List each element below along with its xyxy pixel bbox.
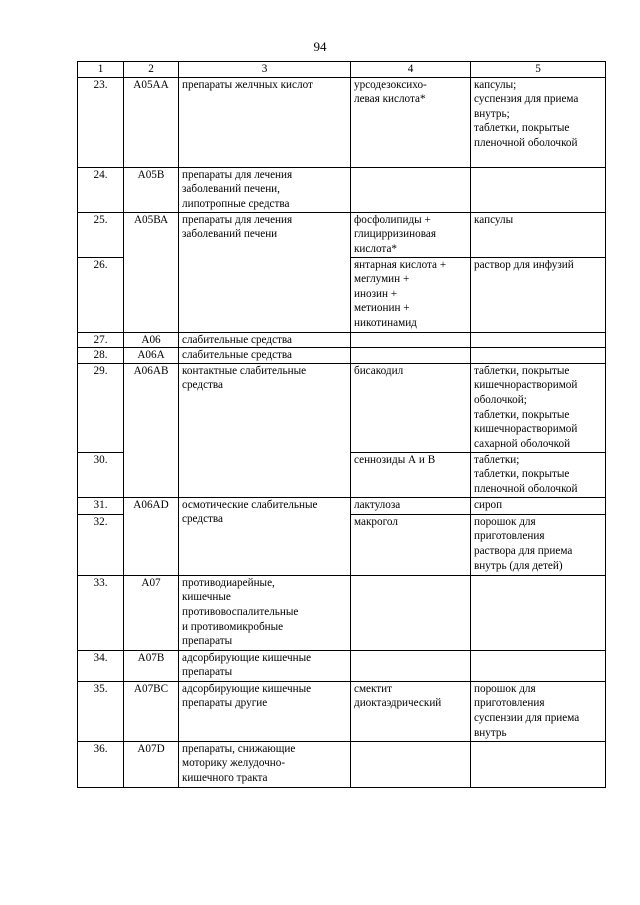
- row-number: 24.: [78, 167, 124, 212]
- atc-code: А07В: [124, 650, 179, 681]
- header-cell-3: 3: [179, 62, 351, 78]
- drug-name: лактулоза: [351, 497, 471, 514]
- drug-name: янтарная кислота + меглумин + инозин + метионин + никотинамид: [351, 257, 471, 332]
- group-name: адсорбирующие кишечные препараты другие: [179, 681, 351, 741]
- group-name: слабительные средства: [179, 348, 351, 364]
- group-name: препараты желчных кислот: [179, 77, 351, 167]
- row-number: 34.: [78, 650, 124, 681]
- dosage-form: таблетки; таблетки, покрытые пленочной оболочкой: [471, 452, 606, 497]
- row-number: 25.: [78, 212, 124, 257]
- drug-name: [351, 650, 471, 681]
- table-row: [78, 497, 606, 514]
- dosage-form: [471, 348, 606, 364]
- row-number: 23.: [78, 77, 124, 167]
- atc-code: А07ВС: [124, 681, 179, 741]
- header-cell-2: 2: [124, 62, 179, 78]
- atc-code: А07D: [124, 741, 179, 787]
- atc-code: А05ВА: [124, 212, 179, 332]
- dosage-form: [471, 650, 606, 681]
- row-number: 35.: [78, 681, 124, 741]
- group-name: осмотические слабительные средства: [179, 497, 351, 575]
- drug-name: макрогол: [351, 514, 471, 575]
- drug-name: фосфолипиды + глицирризиновая кислота*: [351, 212, 471, 257]
- atc-code: А06А: [124, 348, 179, 364]
- drug-name: [351, 167, 471, 212]
- drug-name: сеннозиды А и В: [351, 452, 471, 497]
- drug-name: [351, 348, 471, 364]
- group-name: препараты для лечения заболеваний печени: [179, 212, 351, 332]
- drug-name: [351, 741, 471, 787]
- group-name: слабительные средства: [179, 332, 351, 348]
- dosage-form: капсулы: [471, 212, 606, 257]
- table-row: [78, 575, 606, 650]
- table-row: [78, 167, 606, 212]
- atc-code: А05АА: [124, 77, 179, 167]
- header-cell-1: 1: [78, 62, 124, 78]
- page-number: 94: [313, 39, 327, 54]
- drug-table: [77, 61, 606, 788]
- drug-name: смектит диоктаэдрический: [351, 681, 471, 741]
- table-row: [78, 650, 606, 681]
- header-cell-4: 4: [351, 62, 471, 78]
- table-row: [78, 77, 606, 167]
- table-row: [78, 741, 606, 787]
- group-name: противодиарейные, кишечные противовоспалительные и противомикробные препараты: [179, 575, 351, 650]
- row-number: 27.: [78, 332, 124, 348]
- drug-name: урсодезоксихо- левая кислота*: [351, 77, 471, 167]
- atc-code: А06АD: [124, 497, 179, 575]
- dosage-form: таблетки, покрытые кишечнорастворимой оболочкой; таблетки, покрытые кишечнорастворимой сахарной оболочкой: [471, 363, 606, 452]
- row-number: 36.: [78, 741, 124, 787]
- dosage-form: сироп: [471, 497, 606, 514]
- header-row: [78, 62, 606, 78]
- row-number: 32.: [78, 514, 124, 575]
- group-name: препараты, снижающие моторику желудочно- кишечного тракта: [179, 741, 351, 787]
- row-number: 31.: [78, 497, 124, 514]
- dosage-form: [471, 741, 606, 787]
- drug-name: [351, 575, 471, 650]
- row-number: 29.: [78, 363, 124, 452]
- drug-name: [351, 332, 471, 348]
- table-row: [78, 363, 606, 452]
- dosage-form: порошок для приготовления раствора для приема внутрь (для детей): [471, 514, 606, 575]
- drug-name: бисакодил: [351, 363, 471, 452]
- table-row: [78, 332, 606, 348]
- group-name: адсорбирующие кишечные препараты: [179, 650, 351, 681]
- row-number: 28.: [78, 348, 124, 364]
- row-number: 30.: [78, 452, 124, 497]
- atc-code: А06АВ: [124, 363, 179, 497]
- row-number: 26.: [78, 257, 124, 332]
- atc-code: А05В: [124, 167, 179, 212]
- dosage-form: [471, 332, 606, 348]
- row-number: 33.: [78, 575, 124, 650]
- group-name: контактные слабительные средства: [179, 363, 351, 497]
- dosage-form: [471, 167, 606, 212]
- group-name: препараты для лечения заболеваний печени, липотропные средства: [179, 167, 351, 212]
- table-row: [78, 681, 606, 741]
- atc-code: А07: [124, 575, 179, 650]
- atc-code: А06: [124, 332, 179, 348]
- header-cell-5: 5: [471, 62, 606, 78]
- table-row: [78, 212, 606, 257]
- dosage-form: раствор для инфузий: [471, 257, 606, 332]
- dosage-form: порошок для приготовления суспензии для приема внутрь: [471, 681, 606, 741]
- table-row: [78, 348, 606, 364]
- dosage-form: капсулы; суспензия для приема внутрь; таблетки, покрытые пленочной оболочкой: [471, 77, 606, 167]
- dosage-form: [471, 575, 606, 650]
